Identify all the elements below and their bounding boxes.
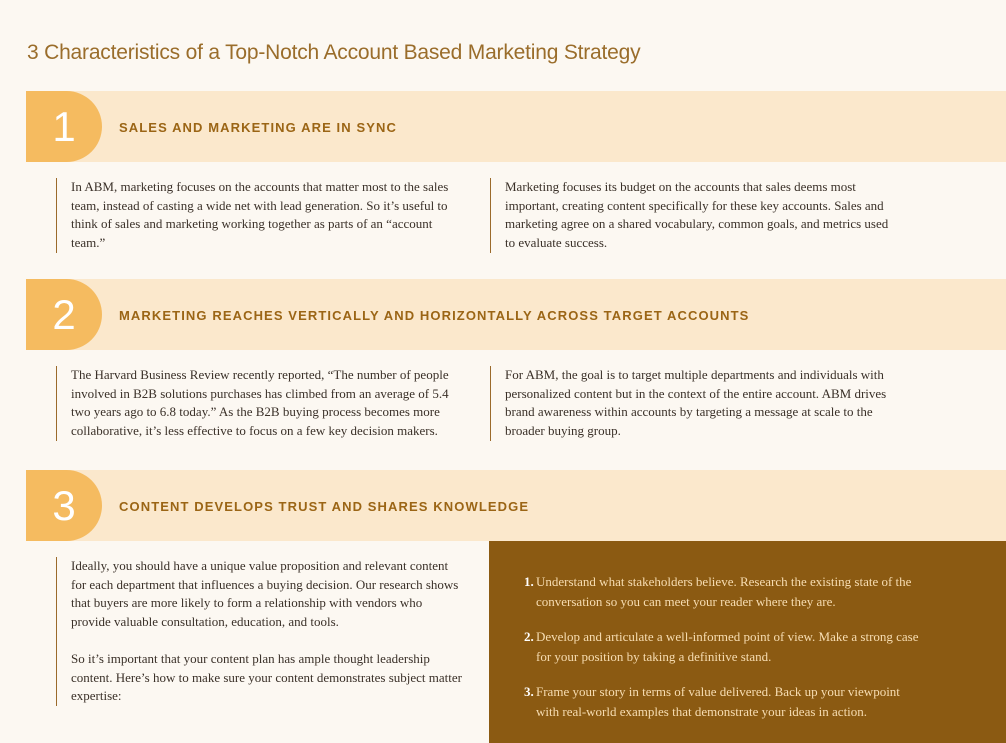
section-1-heading: SALES AND MARKETING ARE IN SYNC [119, 120, 397, 135]
tip-number: 2. [524, 629, 534, 644]
section-2-right-text: For ABM, the goal is to target multiple departments and individuals with personalized content but in the context of the entire account. ABM drives brand awareness within accounts by targeting a message at scale to the broader buying group. [490, 366, 900, 441]
section-3-paragraph-1: Ideally, you should have a unique value proposition and relevant content for each department that influences a buying decision. Our research shows that buyers are more likely to form a relationship with vendors who provide valuable consultation, education, and tools. [71, 558, 459, 630]
section-3-left-text [56, 557, 463, 706]
section-2-left-text: The Harvard Business Review recently reported, “The number of people involved in B2B solutions purchases has climbed from an average of 5.4 two years ago to 6.8 today.” As the B2B buying process becomes more collaborative, it’s less effective to focus on a few key decision makers. [56, 366, 456, 441]
section-3-header [26, 470, 1006, 541]
section-3-number: 3 [26, 470, 102, 541]
tips-list-item [524, 682, 924, 721]
page-title: 3 Characteristics of a Top-Notch Account Based Marketing Strategy [27, 41, 641, 64]
tip-text: Understand what stakeholders believe. Research the existing state of the conversation so you can meet your reader where they are. [536, 574, 912, 609]
tip-text: Frame your story in terms of value delivered. Back up your viewpoint with real-world examples that demonstrate your ideas in action. [536, 684, 900, 719]
tips-list-item [524, 572, 924, 611]
section-1-header [26, 91, 1006, 162]
section-2-number: 2 [26, 279, 102, 350]
section-3-paragraph-2: So it’s important that your content plan has ample thought leadership content. Here’s how to make sure your content demonstrates subject matter expertise: [71, 650, 462, 704]
section-2-header [26, 279, 1006, 350]
tip-number: 1. [524, 574, 534, 589]
tips-panel [489, 541, 1006, 743]
section-1-left-text: In ABM, marketing focuses on the accounts that matter most to the sales team, instead of casting a wide net with lead generation. So it’s useful to think of sales and marketing working together as parts of an “account team.” [56, 178, 456, 253]
tips-list [524, 572, 924, 737]
tip-number: 3. [524, 684, 534, 699]
section-2-heading: MARKETING REACHES VERTICALLY AND HORIZONTALLY ACROSS TARGET ACCOUNTS [119, 308, 750, 323]
section-3-heading: CONTENT DEVELOPS TRUST AND SHARES KNOWLEDGE [119, 499, 530, 514]
tip-text: Develop and articulate a well-informed point of view. Make a strong case for your position by taking a definitive stand. [536, 629, 919, 664]
tips-list-item [524, 627, 924, 666]
section-1-number: 1 [26, 91, 102, 162]
section-1-right-text: Marketing focuses its budget on the accounts that sales deems most important, creating content specifically for these key accounts. Sales and marketing agree on a shared vocabulary, common goals, and metrics used to evaluate success. [490, 178, 900, 253]
